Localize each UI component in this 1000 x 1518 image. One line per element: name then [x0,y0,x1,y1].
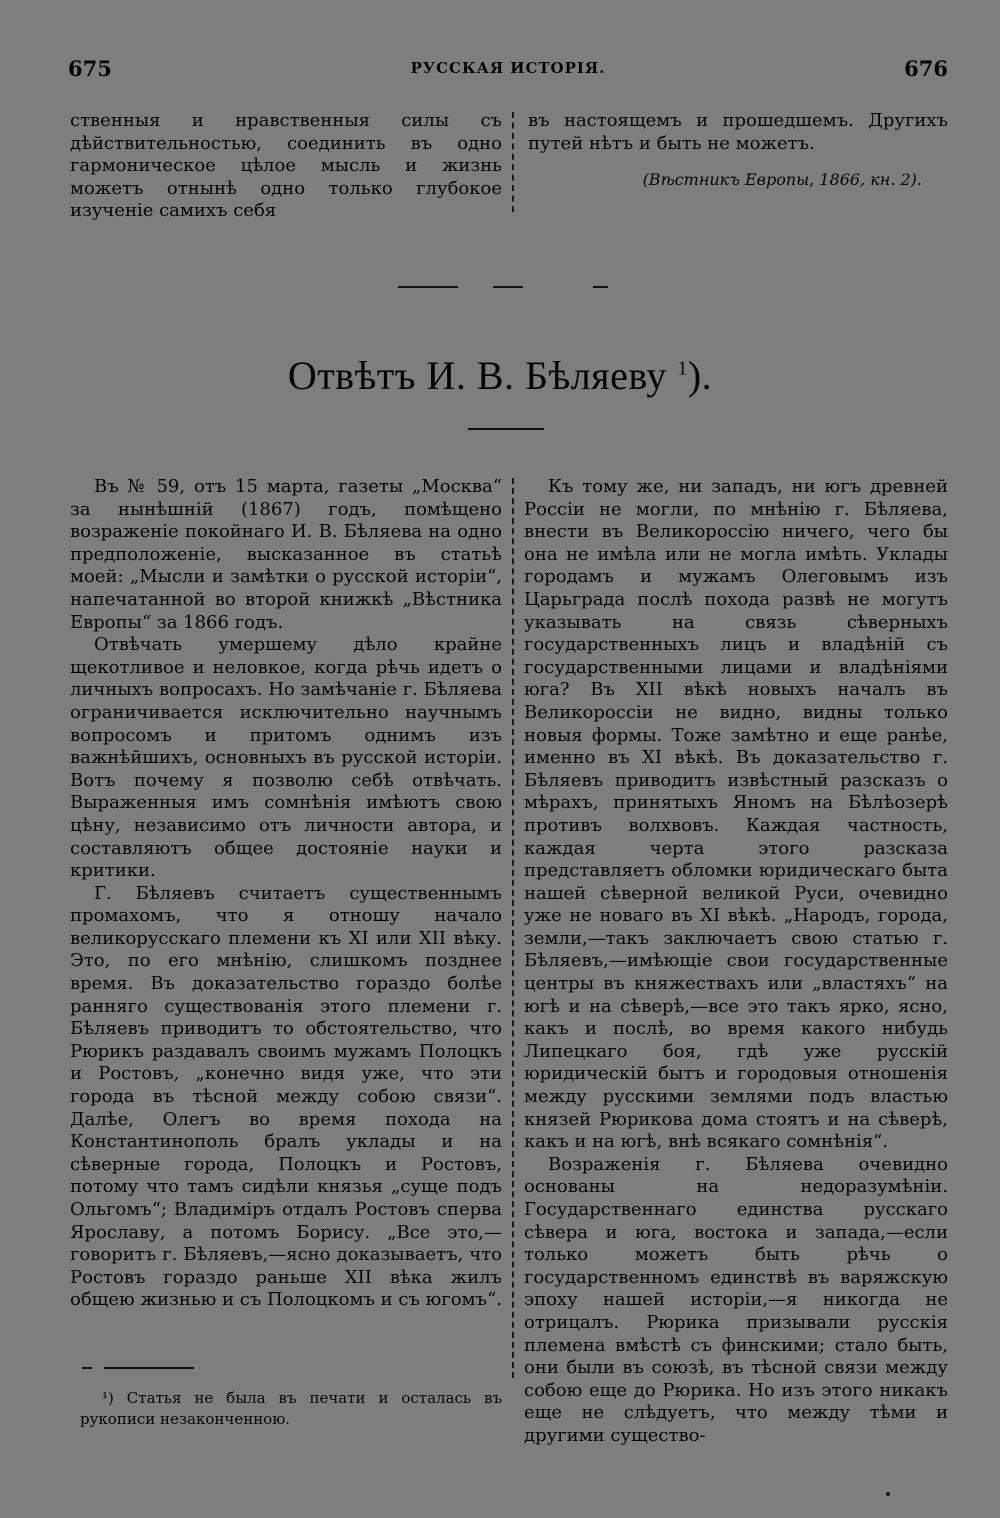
article-left-column [70,476,502,1312]
article-title-tail: ). [687,353,713,398]
section-divider [398,286,608,288]
previous-article-left-column [70,110,502,223]
running-title: РУССКАЯ ИСТОРІЯ. [410,59,606,77]
column-divider-top [512,112,514,212]
page-number-left: 675 [68,56,112,81]
page-number-right: 676 [904,56,948,81]
previous-article-text-right: въ настоящемъ и прошедшемъ. Другихъ путей нѣтъ и быть не можетъ. [528,110,948,154]
column-divider-main [512,478,514,1378]
previous-article-text-left: ственныя и нравственныя силы съ дѣйствительностью, соединить въ одно гармоническое цѣлое мысль и жизнь можетъ отнынѣ одно только глубокое изученіе самихъ себя [70,110,502,222]
paragraph: Отвѣчать умершему дѣло крайне щекотливое и неловкое, когда рѣчь идетъ о личныхъ вопросахъ. Но замѣчаніе г. Бѣляева ограничивается исключительно научнымъ вопросомъ и притомъ однимъ изъ важнѣйшихъ, основныхъ въ русской исторіи. Вотъ почему я позволю себѣ отвѣчать. Выраженныя имъ сомнѣнія имѣютъ свою цѣну, независимо отъ личности автора, и составляютъ общее достояніе науки и критики. [70,634,502,882]
paragraph: Возраженія г. Бѣляева очевидно основаны на недоразумѣніи. Государственнаго единства русскаго сѣвера и юга, востока и запада,—если только можетъ быть рѣчь о государственномъ единствѣ въ варяжскую эпоху нашей исторіи,—я никогда не отрицалъ. Рюрика призывали русскія племена вмѣстѣ съ финскими; стало быть, они были въ союзѣ, въ тѣсной связи между собою еще до Рюрика. Но изъ этого никакъ еще не слѣдуетъ, что между тѣми и другими существо- [524,1153,948,1446]
previous-article-right-column [528,110,948,192]
article-title-text: Отвѣтъ И. В. Бѣляеву [287,353,667,398]
print-speck [886,1492,890,1496]
title-rule [468,428,544,430]
article-title [0,352,1000,399]
paragraph: Г. Бѣляевъ считаетъ существеннымъ промахомъ, что я отношу начало великорусскаго племени къ XI или XII вѣку. Это, по его мнѣнію, слишкомъ позднее время. Въ доказательство гораздо болѣе ранняго существованія этого племени г. Бѣляевъ приводитъ то обстоятельство, что Рюрикъ раздавалъ своимъ мужамъ Полоцкъ и Ростовъ, „конечно видя уже, что эти города въ тѣсной между собою связи“. Далѣе, Олегъ во время похода на Константинополь бралъ уклады и на сѣверные города, Полоцкъ и Ростовъ, потому что тамъ сидѣли князья „суще подъ Ольгомъ“; Владиміръ отдалъ Ростовъ сперва Ярославу, а потомъ Борису. „Все это,—говоритъ г. Бѣляевъ,—ясно доказываетъ, что Ростовъ гораздо раньше XII вѣка жилъ общею жизнью и съ Полоцкомъ и съ югомъ“. [70,882,502,1311]
footnote: ¹) Статья не была въ печати и осталась въ рукописи незаконченною. [80,1389,502,1428]
paragraph: Къ тому же, ни западъ, ни югъ древней Россіи не могли, по мнѣнію г. Бѣляева, внести въ Великороссію ничего, чего бы она не имѣла или не могла имѣть. Уклады городамъ и мужамъ Олеговымъ изъ Царьграда послѣ похода развѣ не могутъ указывать на связь сѣверныхъ государственныхъ лицъ и владѣній съ государственными лицами и владѣніями юга? Въ XII вѣкѣ новыхъ началъ въ Великороссіи не видно, видны только новыя формы. Тоже замѣтно и еще ранѣе, именно въ XI вѣкѣ. Въ доказательство г. Бѣляевъ приводитъ извѣстный разсказъ о мѣрахъ, принятыхъ Яномъ на Бѣлѣозерѣ противъ волхвовъ. Каждая частность, каждая черта этого разсказа представляетъ обломки юридическаго быта нашей сѣверной великой Руси, очевидно уже не новаго въ XI вѣкѣ. „Народъ, города, земли,—такъ заключаетъ свою статью г. Бѣляевъ,—имѣющіе свои государственные центры въ княжествахъ или „властяхъ“ на югѣ и на сѣверѣ,—все это такъ ярко, ясно, какъ и послѣ, во время какого нибудь Липецкаго боя, гдѣ уже русскій юридическій бытъ и городовыя отношенія между русскими землями подъ властью князей Рюрикова дома стоятъ и на сѣверѣ, какъ и на югѣ, внѣ всякаго сомнѣнія“. [524,476,948,1153]
previous-article-signature: (Вѣстникъ Европы, 1866, кн. 2). [642,170,922,190]
article-right-column [524,476,948,1448]
paragraph: Въ № 59, отъ 15 марта, газеты „Москва“ за нынѣшній (1867) годъ, помѣщено возраженіе покойнаго И. В. Бѣляева на одно предположеніе, высказанное въ статьѣ моей: „Мысли и замѣтки о русской исторіи“, напечатанной во второй книжкѣ „Вѣстника Европы“ за 1866 годъ. [70,476,502,633]
title-footnote-mark: 1 [677,357,688,380]
footnote-rule [82,1367,194,1369]
page-header [68,56,948,86]
